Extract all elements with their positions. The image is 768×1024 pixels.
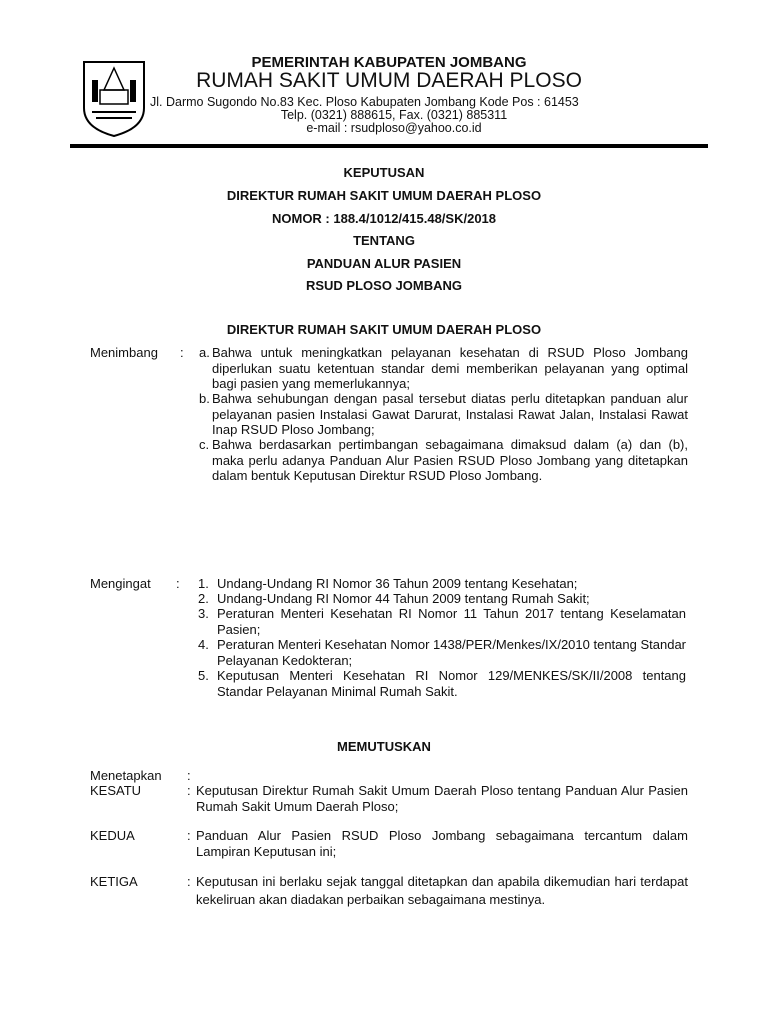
header-email: e-mail : rsudploso@yahoo.co.id [306,121,482,135]
decision-label: KESATU [90,783,142,798]
menetapkan-label: Menetapkan [90,768,162,783]
header-government: PEMERINTAH KABUPATEN JOMBANG [251,54,527,71]
item-marker: a. [199,345,210,360]
title-rsud: RSUD PLOSO JOMBANG [305,278,462,293]
memutuskan-heading: MEMUTUSKAN [337,739,431,754]
decision-label: KETIGA [90,874,138,889]
mengingat-item-1: Undang-Undang RI Nomor 36 Tahun 2009 tentang Kesehatan; [217,576,578,591]
item-marker: 2. [198,591,209,606]
title-nomor: NOMOR : 188.4/1012/415.48/SK/2018 [271,211,497,226]
header-phone: Telp. (0321) 888615, Fax. (0321) 885311 [280,108,508,122]
header-address: Jl. Darmo Sugondo No.83 Kec. Ploso Kabupaten Jombang Kode Pos : 61453 [150,95,579,109]
colon: : [187,828,191,843]
mengingat-item-4: Peraturan Menteri Kesehatan Nomor 1438/PER/Menkes/IX/2010 tentang Standar Pelayanan Kedokteran; [217,637,687,668]
menimbang-item-b: Bahwa sehubungan dengan pasal tersebut diatas perlu ditetapkan panduan alur pelayanan pasien Instalasi Gawat Darurat, Instalasi Rawat Jalan, Instalasi Rawat Inap RSUD Ploso Jombang; [212,391,688,437]
title-subject: PANDUAN ALUR PASIEN [306,256,462,271]
decision-text: Keputusan Direktur Rumah Sakit Umum Daerah Ploso tentang Panduan Alur Pasien Rumah Sakit Umum Daerah Ploso; [196,783,688,814]
colon: : [187,768,191,783]
colon: : [180,345,184,360]
title-issuer: DIREKTUR RUMAH SAKIT UMUM DAERAH PLOSO [226,322,542,337]
mengingat-label: Mengingat [90,576,151,591]
menimbang-label: Menimbang [90,345,158,360]
item-marker: 3. [198,606,209,621]
colon: : [187,874,191,889]
menimbang-item-a: Bahwa untuk meningkatkan pelayanan kesehatan di RSUD Ploso Jombang diperlukan suatu ketentuan standar demi memberikan pelayanan yang optimal bagi pasien yang memerlukannya; [212,345,688,391]
mengingat-item-2: Undang-Undang RI Nomor 44 Tahun 2009 tentang Rumah Sakit; [217,591,590,606]
item-marker: c. [199,437,210,452]
item-marker: 4. [198,637,209,652]
title-tentang: TENTANG [353,233,415,248]
title-keputusan: KEPUTUSAN [343,165,425,180]
item-marker: b. [199,391,210,406]
header-divider [70,144,708,148]
menimbang-item-c: Bahwa berdasarkan pertimbangan sebagaimana dimaksud dalam (a) dan (b), maka perlu adanya Panduan Alur Pasien RSUD Ploso Jombang yang ditetapkan dalam bentuk Keputusan Direktur RSUD Ploso Jombang. [212,437,688,483]
mengingat-item-3: Peraturan Menteri Kesehatan RI Nomor 11 Tahun 2017 tentang Keselamatan Pasien; [217,606,686,637]
decision-text: Panduan Alur Pasien RSUD Ploso Jombang sebagaimana tercantum dalam Lampiran Keputusan ini; [196,828,688,859]
title-direktur: DIREKTUR RUMAH SAKIT UMUM DAERAH PLOSO [226,188,542,203]
mengingat-item-5: Keputusan Menteri Kesehatan RI Nomor 129/MENKES/SK/II/2008 tentang Standar Pelayanan Minimal Rumah Sakit. [217,668,686,699]
item-marker: 5. [198,668,209,683]
colon: : [176,576,180,591]
header-hospital-name: RUMAH SAKIT UMUM DAERAH PLOSO [196,69,582,92]
colon: : [187,783,191,798]
decision-text: Keputusan ini berlaku sejak tanggal ditetapkan dan apabila dikemudian hari terdapat kekeliruan akan diadakan perbaikan sebagaimana mestinya. [196,874,688,907]
decision-label: KEDUA [90,828,135,843]
item-marker: 1. [198,576,209,591]
